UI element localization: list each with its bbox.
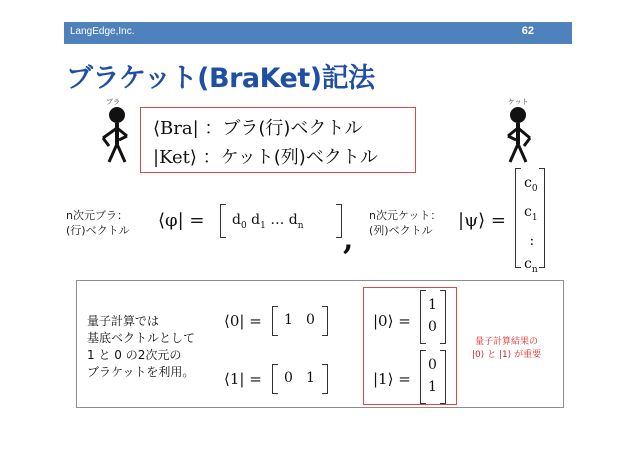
ket-description: ：ケット(列)ベクトル <box>202 147 378 168</box>
bra-lhs: ⟨φ| = <box>158 210 205 231</box>
bra-d1: $d_1$ <box>251 212 266 231</box>
page-number: 62 <box>521 25 534 37</box>
bra0-lhs: ⟨0| = <box>224 312 262 330</box>
bra0-vector: 1 0 <box>272 306 328 336</box>
bra-d0: $d_0$ <box>232 212 247 231</box>
explanation-line-1: 量子計算では <box>87 314 160 328</box>
ket-cn: $c_n$ <box>524 255 538 275</box>
ket-figure-label: ケット <box>508 98 529 106</box>
ket-c0: $c_0$ <box>524 175 538 194</box>
bra1-lhs: ⟨1| = <box>224 370 262 388</box>
ket-vdots: : <box>529 232 535 249</box>
bra-ellipsis: … <box>270 212 285 228</box>
bra-stick-figure-icon <box>97 106 131 164</box>
company-name: LangEdge,Inc. <box>70 26 135 37</box>
ket-lhs: |ψ⟩ = <box>458 210 507 231</box>
explanation-line-2: 基底ベクトルとして <box>87 331 196 345</box>
bra-label-line2: (行)ベクトル <box>66 224 130 237</box>
ket0-lhs: |0⟩ = <box>373 312 411 330</box>
ket-example-label <box>369 208 441 238</box>
bra1-vector: 0 1 <box>272 364 328 394</box>
note-line-2: |0⟩ と |1⟩ が重要 <box>472 350 542 360</box>
header-bar <box>64 22 572 44</box>
bra-row-vector <box>220 204 342 238</box>
bra-figure-label: ブラ <box>106 98 120 106</box>
ket-label-line2: (列)ベクトル <box>369 224 433 237</box>
explanation-line-4: ブラケットを利用。 <box>87 365 195 379</box>
ket-c1: $c_1$ <box>524 203 538 223</box>
ket-definition <box>153 143 378 169</box>
ket-label-line1: n次元ケット： <box>369 209 442 222</box>
separator-comma: , <box>343 222 354 257</box>
note-line-1: 量子計算結果の <box>475 337 539 347</box>
bra-description: ：ブラ(行)ベクトル <box>204 118 363 139</box>
ket-stick-figure-icon <box>502 106 536 164</box>
bra-symbol: ⟨Bra| <box>153 118 199 139</box>
bra-definition <box>153 114 362 140</box>
slide-title: ブラケット(BraKet)記法 <box>66 63 375 94</box>
ket-column-vector <box>515 168 545 275</box>
basis-explanation <box>87 313 195 381</box>
ket-symbol: |Ket⟩ <box>153 147 197 168</box>
ket0-vector: 1 0 <box>420 290 446 344</box>
definition-box <box>140 107 416 173</box>
important-note <box>472 336 541 362</box>
ket1-vector: 0 1 <box>420 350 446 404</box>
bra-dn: $d_n$ <box>288 212 304 231</box>
ket1-lhs: |1⟩ = <box>373 370 411 388</box>
bra-label-line1: n次元ブラ： <box>66 209 128 222</box>
bra-example-label <box>66 208 130 238</box>
explanation-line-3: 1 と 0 の2次元の <box>87 348 182 362</box>
